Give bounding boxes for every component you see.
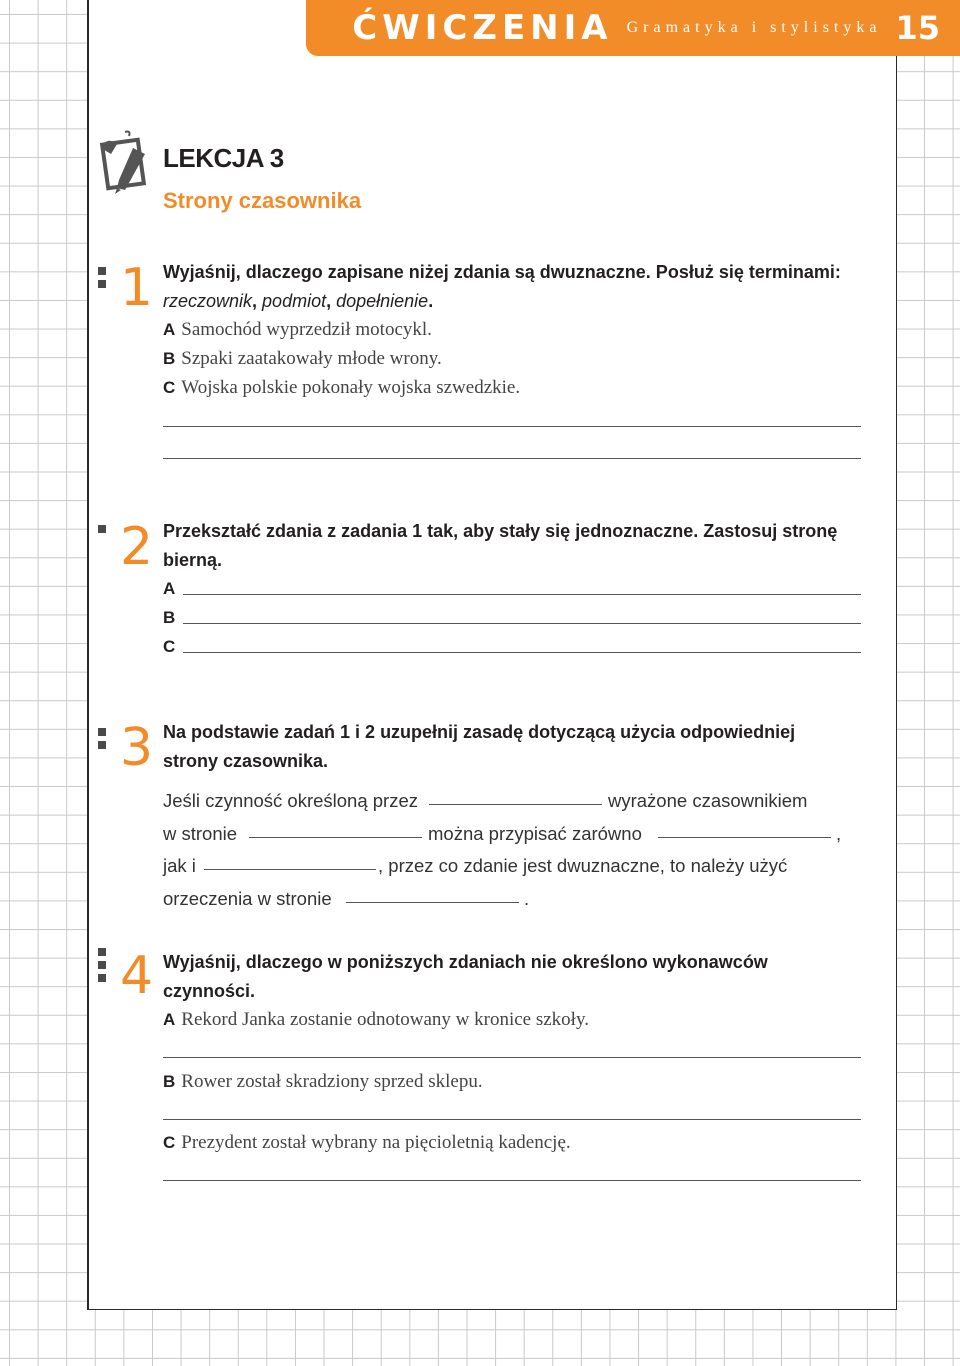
difficulty-marker [98,267,106,293]
answer-line[interactable] [183,623,861,624]
item-text: Rower został skradziony sprzed sklepu. [181,1071,483,1092]
task4-item [163,1067,483,1096]
item-letter: A [163,320,176,339]
rule-fragment: jak i [163,855,196,876]
task-number: 2 [120,517,154,577]
task-number: 1 [120,258,154,318]
difficulty-marker [98,728,106,754]
item-text: Rekord Janka zostanie odnotowany w kronice szkoły. [181,1009,589,1030]
pencil-notebook-icon [95,128,151,194]
answer-line[interactable] [183,594,861,595]
item-text: Samochód wyprzedził motocykl. [181,319,432,340]
lesson-title: LEKCJA 3 [163,143,284,173]
task-number: 4 [120,946,154,1006]
task2-item [163,574,181,603]
answer-line[interactable] [183,652,861,653]
separator: , [326,291,337,311]
item-text: Szpaki zaatakowały młode wrony. [181,348,442,369]
header-title: ĆWICZENIA [352,8,613,48]
lesson-subtitle: Strony czasownika [163,188,362,213]
rule-fragment: można przypisać zarówno [428,823,642,844]
item-text: Wojska polskie pokonały wojska szwedzkie. [181,377,521,398]
item-letter: B [163,1072,176,1091]
item-letter: B [163,349,176,368]
task3-instruction-line: strony czasownika. [163,751,329,771]
task2-item [163,603,181,632]
rule-fragment: . [524,888,530,909]
answer-line[interactable] [163,1119,861,1120]
rule-fragment: , przez co zdanie jest dwuznaczne, to należy użyć [378,855,788,876]
item-letter: C [163,1133,176,1152]
item-letter: C [163,637,176,656]
rule-fragment: orzeczenia w stronie [163,888,332,909]
task2-instruction-line: Przekształć zdania z zadania 1 tak, aby stały się jednoznaczne. Zastosuj stronę [163,521,838,541]
task4-item [163,1005,589,1034]
item-text: Prezydent został wybrany na pięcioletnią kadencję. [181,1132,571,1153]
fill-blank[interactable] [658,837,831,838]
task1-term: rzeczownik [163,291,253,311]
task1-term: dopełnienie [336,291,429,311]
rule-fragment: , [836,823,842,844]
task3-instruction-line: Na podstawie zadań 1 i 2 uzupełnij zasadę dotyczącą użycia odpowiedniej [163,722,796,742]
answer-line[interactable] [163,458,861,459]
answer-line[interactable] [163,1180,861,1181]
rule-fragment: Jeśli czynność określoną przez [163,790,418,811]
task3-instruction [163,718,863,776]
separator: , [252,291,263,311]
task2-instruction [163,517,863,575]
fill-blank[interactable] [346,902,519,903]
rule-fragment: w stronie [163,823,238,844]
page-number: 15 [895,9,940,47]
task1-item [163,373,520,402]
difficulty-marker [98,948,106,987]
page-header [306,0,960,56]
rule-fragment: wyrażone czasownikiem [608,790,808,811]
task4-item [163,1128,571,1157]
separator: . [428,291,434,311]
answer-line[interactable] [163,426,861,427]
answer-line[interactable] [163,1057,861,1058]
item-letter: C [163,378,176,397]
task2-instruction-line: bierną. [163,550,223,570]
task1-item [163,315,432,344]
task2-item [163,632,181,661]
fill-blank[interactable] [429,804,602,805]
task4-instruction [163,948,863,1006]
task-number: 3 [120,718,154,778]
fill-blank[interactable] [249,837,422,838]
task4-instruction-line: Wyjaśnij, dlaczego w poniższych zdaniach nie określono wykonawców [163,952,768,972]
item-letter: B [163,608,176,627]
difficulty-marker [98,525,106,538]
task1-term: podmiot [262,291,327,311]
task1-instruction [163,258,863,316]
fill-blank[interactable] [204,869,376,870]
item-letter: A [163,579,176,598]
item-letter: A [163,1010,176,1029]
task1-instruction-text: Wyjaśnij, dlaczego zapisane niżej zdania są dwuznaczne. Posłuż się terminami: [163,262,841,282]
header-subtitle: Gramatyka i stylistyka [626,19,882,36]
task4-instruction-line: czynności. [163,981,256,1001]
task1-item [163,344,442,373]
